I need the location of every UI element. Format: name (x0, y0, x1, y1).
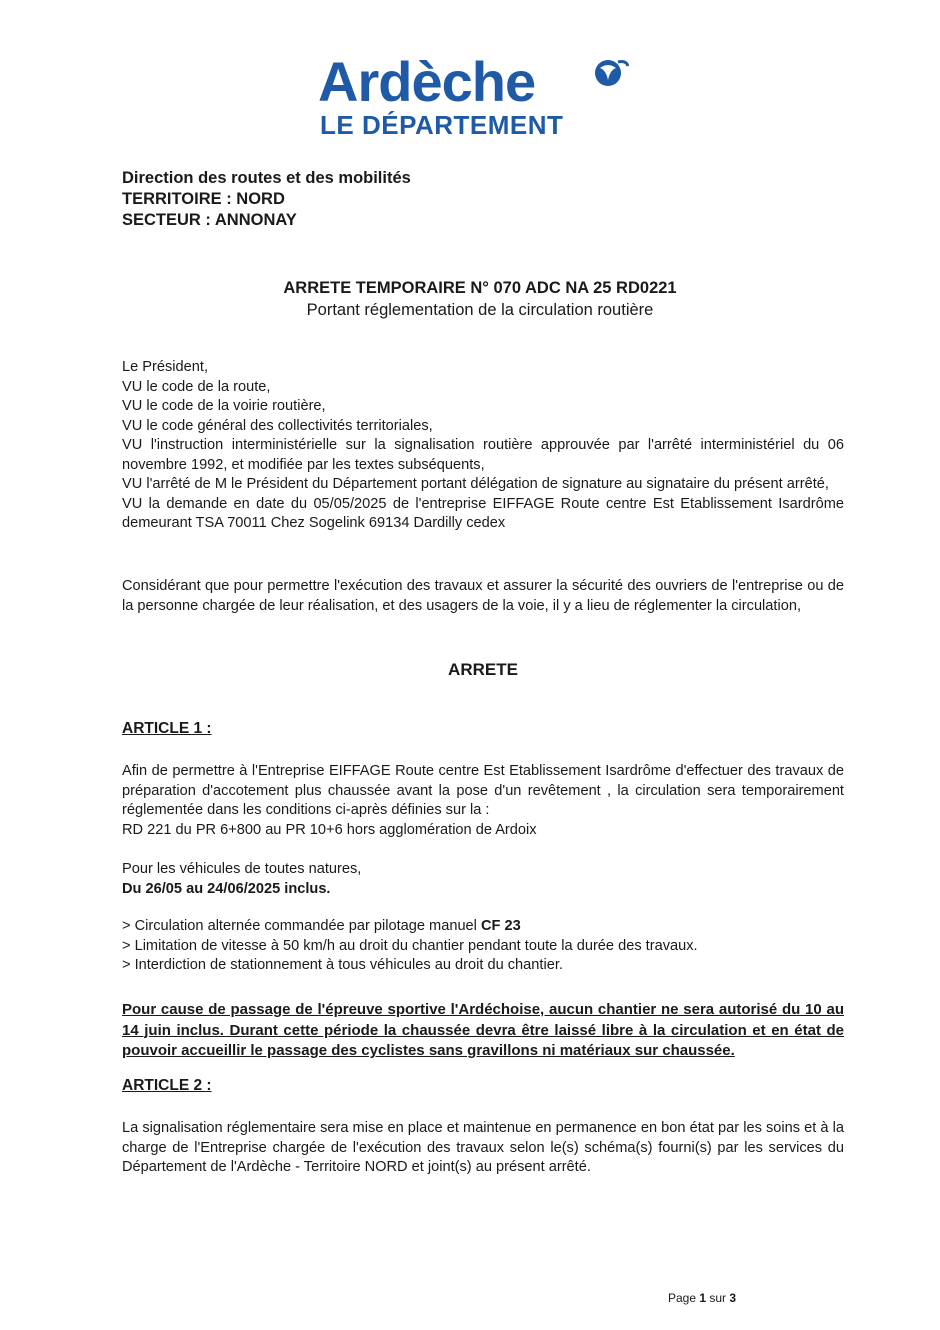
article-1-body (122, 762, 844, 840)
secteur-label: SECTEUR : ANNONAY (122, 211, 297, 229)
article-1-paragraph: Afin de permettre à l'Entreprise EIFFAGE Route centre Est Etablissement Isardrôme d'effectuer des travaux de préparation d'accotement plus chaussée avant la pose d'un revêtement , la circulation sera temporairement réglementée dans les conditions ci-après définies sur la : (122, 763, 844, 818)
article-2-heading: ARTICLE 2 : (122, 1077, 212, 1094)
decree-title (0, 277, 940, 321)
issuer-header (122, 168, 411, 231)
direction-label: Direction des routes et des mobilités (122, 169, 411, 187)
measure-speed-limit: > Limitation de vitesse à 50 km/h au droit du chantier pendant toute la durée des travaux. (122, 937, 698, 954)
vu-code-collectivites: VU le code général des collectivités territoriales, (122, 417, 433, 434)
page-label: Page (668, 1291, 700, 1305)
preamble (122, 358, 844, 534)
vu-code-voirie: VU le code de la voirie routière, (122, 398, 326, 414)
territoire-label: TERRITOIRE : NORD (122, 190, 285, 208)
vehicles-line: Pour les véhicules de toutes natures, (122, 861, 362, 877)
decree-number: ARRETE TEMPORAIRE N° 070 ADC NA 25 RD0221 (283, 279, 677, 297)
vu-arrete-delegation: VU l'arrêté de M le Président du Département portant délégation de signature au signataire du présent arrêté, (122, 476, 829, 492)
ardeche-logo (318, 50, 638, 140)
considerant-paragraph: Considérant que pour permettre l'exécution des travaux et assurer la sécurité des ouvriers de l'entreprise ou de la personne chargée de leur réalisation, et des usagers de la voie, il y a lieu de réglementer la circulation, (122, 578, 844, 614)
article-1-location: RD 221 du PR 6+800 au PR 10+6 hors agglomération de Ardoix (122, 821, 537, 838)
ardeche-emblem-icon (588, 56, 630, 90)
logo-name: Ardèche (318, 50, 536, 113)
measure-1-ref: CF 23 (480, 918, 521, 934)
decree-subject: Portant réglementation de la circulation routière (306, 301, 654, 319)
page-of-label: sur (706, 1291, 730, 1305)
page-number (668, 1290, 736, 1306)
dates-line: Du 26/05 au 24/06/2025 inclus. (122, 880, 331, 897)
measure-1-text: > Circulation alternée commandée par pilotage manuel (122, 918, 481, 934)
measures-list (122, 917, 844, 976)
measure-no-parking: > Interdiction de stationnement à tous véhicules au droit du chantier. (122, 957, 563, 973)
page-current: 1 (699, 1291, 707, 1305)
vu-demande: VU la demande en date du 05/05/2025 de l'entreprise EIFFAGE Route centre Est Etablissement Isardrôme demeurant TSA 70011 Chez Sogelink 69134 Dardilly cedex (122, 495, 844, 531)
article-2-paragraph: La signalisation réglementaire sera mise en place et maintenue en permanence en bon état par les soins et à la charge de l'Entreprise chargée de l'exécution des travaux selon le(s) schéma(s) fourni(s) par les services du Département de l'Ardèche - Territoire NORD et joint(s) au présent arrêté. (122, 1120, 844, 1175)
vu-instruction: VU l'instruction interministérielle sur la signalisation routière approuvée par l'arrêté interministériel du 06 novembre 1992, et modifiée par les textes subséquents, (122, 437, 844, 473)
president-line: Le Président, (122, 359, 208, 375)
arrete-heading: ARRETE (448, 660, 518, 679)
page-total: 3 (729, 1291, 737, 1305)
article-1-heading: ARTICLE 1 : (122, 720, 212, 737)
logo-subtitle: LE DÉPARTEMENT (320, 110, 564, 140)
ardechoise-warning: Pour cause de passage de l'épreuve sportive l'Ardéchoise, aucun chantier ne sera autorisé du 10 au 14 juin inclus. Durant cette période la chaussée devra être laissé libre à la circulation et en état de pouvoir accueillir le passage des cyclistes sans gravillons ni matériaux sur chaussée. (122, 1001, 844, 1059)
vehicles-block (122, 860, 844, 899)
measure-alternating-traffic (122, 917, 844, 937)
vu-code-route: VU le code de la route, (122, 378, 271, 395)
